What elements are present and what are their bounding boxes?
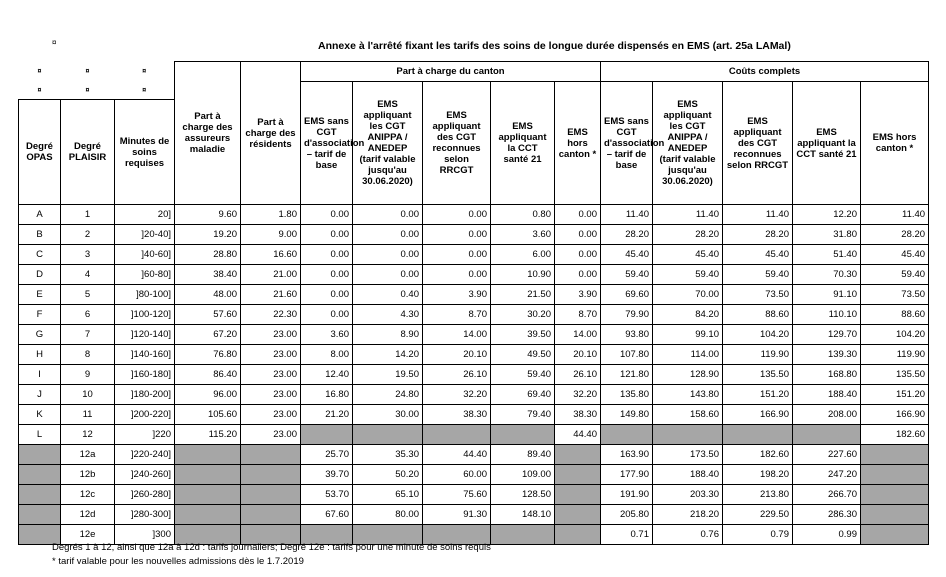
table-row (19, 265, 929, 285)
table-cell: 67.60 (301, 505, 353, 525)
table-cell: 135.80 (601, 385, 653, 405)
table-cell: ]220-240] (115, 445, 175, 465)
table-cell: 143.80 (653, 385, 723, 405)
table-cell: 69.40 (491, 385, 555, 405)
table-cell: 26.10 (423, 365, 491, 385)
table-cell: G (19, 325, 61, 345)
header-residents: Part à charge des résidents (241, 62, 301, 205)
header-canton-col: EMS appliquant la CCT santé 21 (491, 82, 555, 205)
table-cell: 168.80 (793, 365, 861, 385)
table-cell: 38.30 (555, 405, 601, 425)
table-cell: 30.20 (491, 305, 555, 325)
table-cell: 208.00 (793, 405, 861, 425)
table-row (19, 345, 929, 365)
table-cell (793, 425, 861, 445)
table-cell: 4.30 (353, 305, 423, 325)
table-cell: 45.40 (601, 245, 653, 265)
table-cell: 104.20 (723, 325, 793, 345)
table-cell (861, 485, 929, 505)
table-cell: 16.60 (241, 245, 301, 265)
page-title: Annexe à l'arrêté fixant les tarifs des soins de longue durée dispensés en EMS (art. 25a LAMal) (318, 40, 791, 52)
table-cell (861, 465, 929, 485)
table-cell: ]280-300] (115, 505, 175, 525)
table-cell (555, 505, 601, 525)
table-cell: 0.00 (301, 305, 353, 325)
table-cell: 10.90 (491, 265, 555, 285)
table-cell: 23.00 (241, 425, 301, 445)
table-cell: 205.80 (601, 505, 653, 525)
table-cell: 45.40 (723, 245, 793, 265)
table-cell: 24.80 (353, 385, 423, 405)
table-cell: ]60-80] (115, 265, 175, 285)
table-cell: 12.20 (793, 205, 861, 225)
table-cell: 70.00 (653, 285, 723, 305)
table-cell: 0.00 (555, 245, 601, 265)
table-cell: 129.70 (793, 325, 861, 345)
table-cell: 59.40 (653, 265, 723, 285)
table-cell: ]200-220] (115, 405, 175, 425)
table-cell: 91.10 (793, 285, 861, 305)
paragraph-mark-icon: ¤ (52, 38, 57, 47)
table-cell: 0.00 (353, 225, 423, 245)
table-cell: E (19, 285, 61, 305)
table-cell: 49.50 (491, 345, 555, 365)
table-cell (861, 445, 929, 465)
table-cell (19, 445, 61, 465)
table-cell: ]40-60] (115, 245, 175, 265)
table-cell: 11.40 (653, 205, 723, 225)
table-cell: D (19, 265, 61, 285)
table-cell: 8.70 (555, 305, 601, 325)
table-cell: 28.20 (653, 225, 723, 245)
table-cell: 91.30 (423, 505, 491, 525)
table-cell: 3.60 (301, 325, 353, 345)
table-cell: 266.70 (793, 485, 861, 505)
table-cell: 166.90 (861, 405, 929, 425)
table-cell: 7 (61, 325, 115, 345)
table-cell: 48.00 (175, 285, 241, 305)
header-degre-opas: Degré OPAS (19, 100, 61, 205)
table-cell: 188.40 (653, 465, 723, 485)
table-cell: 79.90 (601, 305, 653, 325)
table-cell: 50.20 (353, 465, 423, 485)
table-cell: 0.00 (555, 225, 601, 245)
table-cell: 10 (61, 385, 115, 405)
header-couts-col: EMS appliquant les CGT ANIPPA / ANEDEP (tarif valable jusqu'au 30.06.2020) (653, 82, 723, 205)
table-cell: 149.80 (601, 405, 653, 425)
table-cell: 35.30 (353, 445, 423, 465)
table-cell: 11.40 (861, 205, 929, 225)
table-cell: 57.60 (175, 305, 241, 325)
table-cell: 121.80 (601, 365, 653, 385)
table-row (19, 285, 929, 305)
table-row (19, 365, 929, 385)
table-cell: 107.80 (601, 345, 653, 365)
table-cell: 88.60 (861, 305, 929, 325)
table-cell: 8 (61, 345, 115, 365)
table-cell: 38.30 (423, 405, 491, 425)
table-cell: 11.40 (601, 205, 653, 225)
header-canton-col: EMS hors canton * (555, 82, 601, 205)
table-cell: 114.00 (653, 345, 723, 365)
table-cell: 21.00 (241, 265, 301, 285)
table-row (19, 465, 929, 485)
table-cell: 67.20 (175, 325, 241, 345)
table-cell (241, 505, 301, 525)
table-cell: 28.20 (723, 225, 793, 245)
table-cell: 32.20 (555, 385, 601, 405)
table-cell: 59.40 (491, 365, 555, 385)
header-canton-col: EMS appliquant des CGT reconnues selon RRCGT (423, 82, 491, 205)
table-cell: 11.40 (723, 205, 793, 225)
table-row (19, 325, 929, 345)
table-cell: F (19, 305, 61, 325)
table-cell: 19.50 (353, 365, 423, 385)
table-cell: 12 (61, 425, 115, 445)
table-cell: 30.00 (353, 405, 423, 425)
table-cell: A (19, 205, 61, 225)
table-cell (723, 425, 793, 445)
table-cell: 88.60 (723, 305, 793, 325)
table-cell: ]260-280] (115, 485, 175, 505)
table-row (19, 505, 929, 525)
table-cell: 75.60 (423, 485, 491, 505)
table-cell (601, 425, 653, 445)
table-cell: 128.50 (491, 485, 555, 505)
table-cell: 2 (61, 225, 115, 245)
table-cell: 135.50 (723, 365, 793, 385)
table-cell: 0.40 (353, 285, 423, 305)
table-cell: 14.00 (423, 325, 491, 345)
table-cell: 21.50 (491, 285, 555, 305)
table-cell (555, 485, 601, 505)
table-cell (353, 425, 423, 445)
table-cell: 32.20 (423, 385, 491, 405)
table-cell: 0.00 (555, 205, 601, 225)
table-row (19, 405, 929, 425)
table-cell: 4 (61, 265, 115, 285)
header-minutes: Minutes de soins requises (115, 100, 175, 205)
table-cell: 25.70 (301, 445, 353, 465)
table-cell: 1 (61, 205, 115, 225)
table-cell: 6.00 (491, 245, 555, 265)
table-cell: 5 (61, 285, 115, 305)
table-cell: ]120-140] (115, 325, 175, 345)
header-couts-col: EMS appliquant la CCT santé 21 (793, 82, 861, 205)
table-cell: 84.20 (653, 305, 723, 325)
table-cell: 0.00 (353, 205, 423, 225)
table-cell: 22.30 (241, 305, 301, 325)
table-cell: 28.20 (861, 225, 929, 245)
table-cell: ]160-180] (115, 365, 175, 385)
table-cell: ]220 (115, 425, 175, 445)
table-cell: 0.79 (723, 525, 793, 545)
table-cell: 8.70 (423, 305, 491, 325)
header-couts-col: EMS sans CGT d'association – tarif de base (601, 82, 653, 205)
table-cell: 213.80 (723, 485, 793, 505)
table-cell: 182.60 (723, 445, 793, 465)
header-canton-col: EMS appliquant les CGT ANIPPA / ANEDEP (tarif valable jusqu'au 30.06.2020) (353, 82, 423, 205)
header-couts-col: EMS hors canton * (861, 82, 929, 205)
table-cell: 73.50 (861, 285, 929, 305)
table-cell: 247.20 (793, 465, 861, 485)
table-cell: K (19, 405, 61, 425)
table-cell: 23.00 (241, 345, 301, 365)
table-cell: ]20-40] (115, 225, 175, 245)
table-row (19, 305, 929, 325)
table-cell: 182.60 (861, 425, 929, 445)
table-cell: 3 (61, 245, 115, 265)
table-cell: 0.00 (423, 265, 491, 285)
table-cell: 21.20 (301, 405, 353, 425)
header-canton-group: Part à charge du canton (301, 62, 601, 82)
table-cell: 70.30 (793, 265, 861, 285)
table-cell: 115.20 (175, 425, 241, 445)
table-cell: 0.00 (301, 285, 353, 305)
table-cell (241, 485, 301, 505)
table-cell: 51.40 (793, 245, 861, 265)
table-cell: 119.90 (723, 345, 793, 365)
table-cell: 0.00 (423, 205, 491, 225)
table-cell: 93.80 (601, 325, 653, 345)
table-cell: H (19, 345, 61, 365)
table-cell: 0.71 (601, 525, 653, 545)
table-cell: 9.00 (241, 225, 301, 245)
table-cell: 16.80 (301, 385, 353, 405)
table-cell: 28.80 (175, 245, 241, 265)
table-cell: 59.40 (861, 265, 929, 285)
tariff-table: ¤ ¤ ¤ Part à charge des assureurs maladie Part à charge des résidents Part à charge du canton Coûts complets ¤ ¤ ¤ EMS sans CGT d'association – tarif de base EMS appliquant les CGT ANIPPA / ANEDEP (tarif valable jusqu'au 30.06.2020) EMS appliquant des CGT reconnues selon RRCGT EMS appliquant la CCT santé 21 EMS hors canton * EMS sans CGT d'association – tarif de base EMS appliquant les CGT ANIPPA / ANEDEP (tarif valable jusqu'au 30.06.2020) EMS appliquant des CGT reconnues selon RRCGT EMS appliquant la CCT santé 21 EMS hors canton * Degré OPAS Degré PLAISIR Minutes de soins requises A 1 20] 9.60 1.80 0.00 0.00 0.00 0.80 0.00 11.40 11.40 11.40 12.20 11.40 B 2 ]20-40] 19.20 9.00 0.00 0.00 0.00 3.60 0.00 28.20 28.20 28.20 31.80 28.20 C 3 ]40-60] 28.80 16.60 0.00 0.00 0.00 6.00 0.00 45.40 45.40 45.40 51.40 45.40 D 4 ]60-80] 38.40 21.00 0.00 0.00 0.00 10.90 0.00 59.40 59.40 59.40 70.30 59.40 E 5 ]80-100] 48.00 21.60 0.00 0.40 3.90 21.50 3.90 69.60 70.00 73.50 91.10 73.50 F 6 ]100-120] 57.60 22.30 0.00 4.30 8.70 30.20 8.70 79.90 84.20 88.60 110.10 88.60 G 7 ]120-140] 67.20 23.00 3.60 8.90 14.00 39.50 14.00 93.80 99.10 104.20 129.70 104.20 H 8 ]140-160] 76.80 23.00 8.00 14.20 20.10 49.50 20.10 107.80 114.00 119.90 139.30 119.90 I 9 ]160-180] 86.40 23.00 12.40 19.50 26.10 59.40 26.10 121.80 128.90 135.50 168.80 135.50 J 10 ]180-200] 96.00 23.00 16.80 24.80 32.20 69.40 32.20 135.80 143.80 151.20 188.40 151.20 K 11 ]200-220] 105.60 23.00 21.20 30.00 38.30 79.40 38.30 149.80 158.60 166.90 208.00 166.90 L 12 ]220 115.20 23.00 44.40 182.60 12a ]220-240] 25.70 35.30 44.40 89.40 163.90 173.50 182.60 227.60 12b ]240-260] 39.70 50.20 60.00 109.00 177.90 188.40 198.20 247.20 12c ]260-280] 53.70 65.10 75.60 128.50 191.90 203.30 213.80 266.70 12d ]280-300] 67.60 80.00 91.30 148.10 205.80 218.20 229.50 286.30 12e ]300 0.71 0.76 0.79 0.99 (18, 61, 929, 545)
table-cell: 12.40 (301, 365, 353, 385)
table-cell (301, 425, 353, 445)
table-cell: 14.00 (555, 325, 601, 345)
table-cell: 109.00 (491, 465, 555, 485)
table-cell: 3.90 (555, 285, 601, 305)
table-cell: 119.90 (861, 345, 929, 365)
table-cell: 286.30 (793, 505, 861, 525)
table-cell: 59.40 (723, 265, 793, 285)
table-cell: 11 (61, 405, 115, 425)
table-cell: 8.90 (353, 325, 423, 345)
table-cell: 105.60 (175, 405, 241, 425)
table-cell: 12d (61, 505, 115, 525)
header-canton-col: EMS sans CGT d'association – tarif de base (301, 82, 353, 205)
table-cell (175, 485, 241, 505)
table-row (19, 245, 929, 265)
table-cell: 86.40 (175, 365, 241, 385)
table-cell: 0.00 (301, 265, 353, 285)
table-cell: 60.00 (423, 465, 491, 485)
table-cell: 12b (61, 465, 115, 485)
table-cell: 0.00 (301, 225, 353, 245)
table-cell: 177.90 (601, 465, 653, 485)
table-cell: 198.20 (723, 465, 793, 485)
table-cell: 188.40 (793, 385, 861, 405)
table-cell: 0.00 (301, 245, 353, 265)
table-row (19, 485, 929, 505)
table-cell: ]100-120] (115, 305, 175, 325)
table-cell: 65.10 (353, 485, 423, 505)
table-cell: 20] (115, 205, 175, 225)
table-cell (861, 525, 929, 545)
table-cell: 23.00 (241, 385, 301, 405)
table-cell (241, 445, 301, 465)
table-cell: 23.00 (241, 405, 301, 425)
table-cell: 3.60 (491, 225, 555, 245)
table-cell (175, 465, 241, 485)
table-cell (555, 445, 601, 465)
table-cell: 0.00 (301, 205, 353, 225)
table-cell: 20.10 (423, 345, 491, 365)
table-cell: 45.40 (653, 245, 723, 265)
table-cell (861, 505, 929, 525)
header-couts-col: EMS appliquant des CGT reconnues selon RRCGT (723, 82, 793, 205)
table-cell: 151.20 (861, 385, 929, 405)
table-cell: 38.40 (175, 265, 241, 285)
header-degre-plaisir: Degré PLAISIR (61, 100, 115, 205)
table-cell: J (19, 385, 61, 405)
table-cell: ]180-200] (115, 385, 175, 405)
table-row (19, 205, 929, 225)
table-cell: ]240-260] (115, 465, 175, 485)
table-cell: 96.00 (175, 385, 241, 405)
table-cell: 166.90 (723, 405, 793, 425)
table-cell: 26.10 (555, 365, 601, 385)
table-cell: L (19, 425, 61, 445)
table-cell: 28.20 (601, 225, 653, 245)
table-cell (175, 445, 241, 465)
table-cell: 76.80 (175, 345, 241, 365)
table-cell (555, 465, 601, 485)
table-cell (555, 525, 601, 545)
table-row (19, 425, 929, 445)
table-cell: 0.00 (353, 245, 423, 265)
table-cell: 21.60 (241, 285, 301, 305)
table-cell: 99.10 (653, 325, 723, 345)
table-cell: 139.30 (793, 345, 861, 365)
table-cell: 148.10 (491, 505, 555, 525)
table-cell: 0.99 (793, 525, 861, 545)
table-cell: B (19, 225, 61, 245)
table-cell: 8.00 (301, 345, 353, 365)
table-cell: ]140-160] (115, 345, 175, 365)
table-cell: 163.90 (601, 445, 653, 465)
table-cell: 23.00 (241, 325, 301, 345)
table-row (19, 225, 929, 245)
table-cell: 9 (61, 365, 115, 385)
header-assureurs: Part à charge des assureurs maladie (175, 62, 241, 205)
table-cell: 20.10 (555, 345, 601, 365)
table-cell: 151.20 (723, 385, 793, 405)
table-body (19, 205, 929, 545)
table-cell: I (19, 365, 61, 385)
table-row (19, 385, 929, 405)
table-cell: 1.80 (241, 205, 301, 225)
table-cell: 79.40 (491, 405, 555, 425)
footnote-degres: Degrés 1 à 12, ainsi que 12a à 12d : tarifs journaliers; Degré 12e : tarifs pour une minute de soins requis (52, 542, 491, 553)
header-couts-group: Coûts complets (601, 62, 929, 82)
table-cell (491, 425, 555, 445)
table-cell: 104.20 (861, 325, 929, 345)
table-cell: 12a (61, 445, 115, 465)
table-cell (241, 465, 301, 485)
table-cell: 0.00 (353, 265, 423, 285)
table-cell: 31.80 (793, 225, 861, 245)
table-cell (19, 505, 61, 525)
table-cell: 227.60 (793, 445, 861, 465)
table-cell: 191.90 (601, 485, 653, 505)
table-cell: 45.40 (861, 245, 929, 265)
table-cell: 6 (61, 305, 115, 325)
table-cell: C (19, 245, 61, 265)
table-cell: 53.70 (301, 485, 353, 505)
table-cell: 0.80 (491, 205, 555, 225)
table-cell: 158.60 (653, 405, 723, 425)
table-cell: 0.00 (423, 245, 491, 265)
table-cell: 3.90 (423, 285, 491, 305)
table-cell (653, 425, 723, 445)
table-cell: 39.50 (491, 325, 555, 345)
table-cell: 0.00 (555, 265, 601, 285)
table-cell: 19.20 (175, 225, 241, 245)
table-cell: 9.60 (175, 205, 241, 225)
table-cell: 39.70 (301, 465, 353, 485)
table-cell: 73.50 (723, 285, 793, 305)
table-cell: 80.00 (353, 505, 423, 525)
table-cell: 135.50 (861, 365, 929, 385)
table-cell: ]300 (115, 525, 175, 545)
table-cell: 229.50 (723, 505, 793, 525)
table-cell (175, 505, 241, 525)
table-cell: 89.40 (491, 445, 555, 465)
table-cell: 12e (61, 525, 115, 545)
table-cell: 110.10 (793, 305, 861, 325)
table-cell: 203.30 (653, 485, 723, 505)
table-cell: 59.40 (601, 265, 653, 285)
table-row (19, 445, 929, 465)
table-cell: 0.76 (653, 525, 723, 545)
footnote-tarif: * tarif valable pour les nouvelles admissions dès le 1.7.2019 (52, 556, 304, 567)
table-cell (19, 465, 61, 485)
table-cell (19, 485, 61, 505)
table-cell: ]80-100] (115, 285, 175, 305)
table-cell: 218.20 (653, 505, 723, 525)
table-cell: 128.90 (653, 365, 723, 385)
table-cell: 12c (61, 485, 115, 505)
table-cell: 69.60 (601, 285, 653, 305)
table-cell: 23.00 (241, 365, 301, 385)
table-cell (491, 525, 555, 545)
table-cell (423, 425, 491, 445)
table-cell: 14.20 (353, 345, 423, 365)
table-cell: 44.40 (423, 445, 491, 465)
table-cell: 0.00 (423, 225, 491, 245)
table-cell: 44.40 (555, 425, 601, 445)
table-cell: 173.50 (653, 445, 723, 465)
